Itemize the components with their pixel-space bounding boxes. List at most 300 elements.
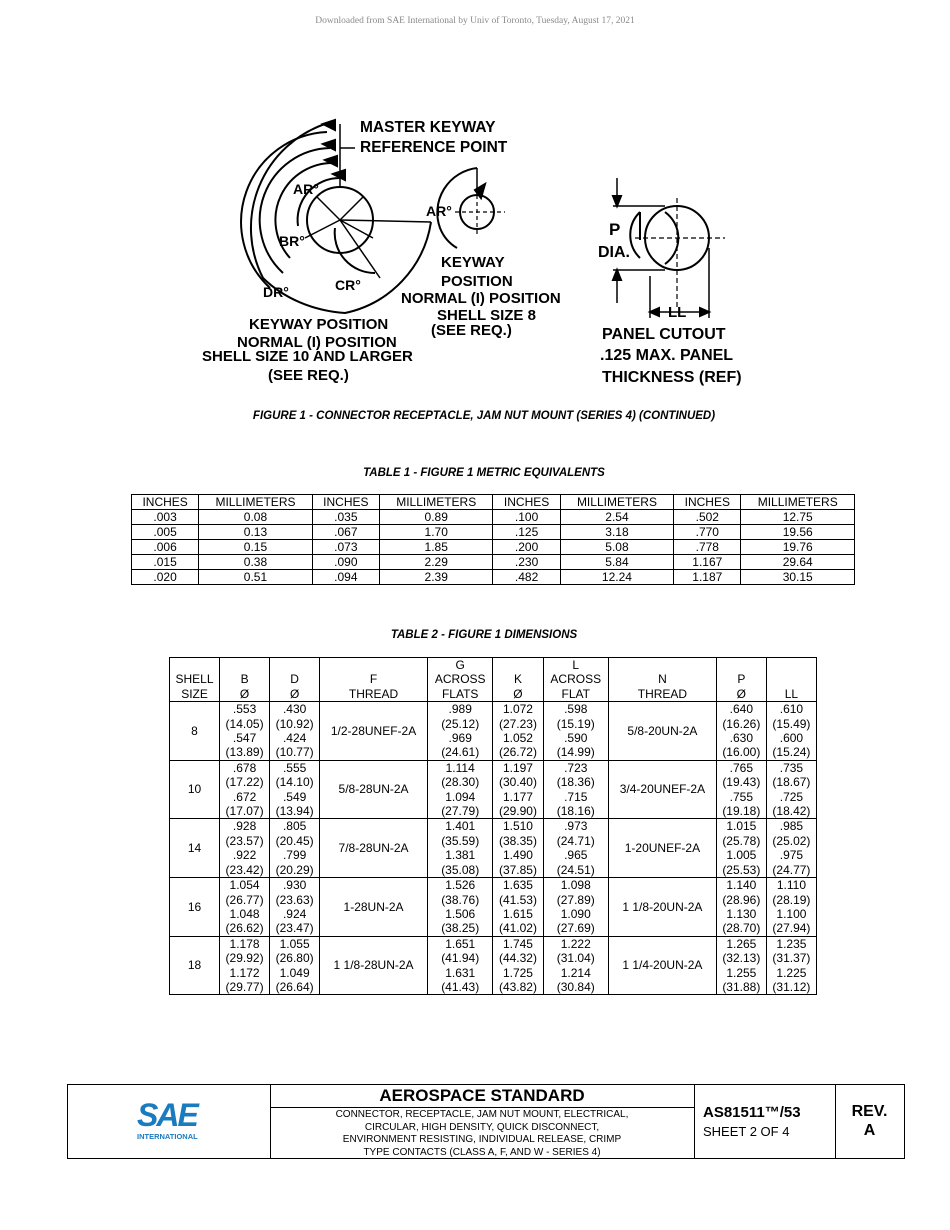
table2-cell-line: .924 [282, 906, 307, 921]
table2-cell-line: (31.88) [722, 979, 761, 994]
dia-label: DIA. [598, 244, 630, 261]
table2-cell-line: 1.049 [279, 965, 310, 980]
table2-cell-line: (35.08) [441, 862, 480, 877]
table1-cell: .073 [312, 540, 379, 555]
table2-header-line: B [240, 672, 249, 687]
table2-cell-f: 1/2-28UNEF-2A [320, 702, 428, 761]
table2-header-line: FLATS [441, 686, 479, 701]
ar-label-right: AR° [426, 203, 452, 219]
table2-cell-line: .973 [564, 819, 588, 834]
table2-cell-line: (17.22) [225, 775, 264, 790]
table1-cell: 0.38 [199, 555, 313, 570]
table2-cell-b [220, 702, 270, 761]
table1-cell: .035 [312, 510, 379, 525]
table1-cell: 5.08 [560, 540, 674, 555]
table2-cell-line: 1.506 [445, 906, 476, 921]
download-notice: Downloaded from SAE International by Univ of Toronto, Tuesday, August 17, 2021 [315, 16, 635, 26]
table2-cell-line: (29.77) [225, 979, 264, 994]
table2-cell-line: (28.19) [772, 892, 811, 907]
table2-cell-line: .989 [448, 702, 472, 717]
table2-cell-l [543, 702, 609, 761]
panel-label-3: THICKNESS (REF) [602, 369, 742, 386]
table2-header [270, 658, 320, 702]
table2-header [170, 658, 220, 702]
table1-cell: 1.167 [674, 555, 741, 570]
table1-cell: .090 [312, 555, 379, 570]
table2-cell-line: .725 [779, 789, 804, 804]
keyway-small-label-5: (SEE REQ.) [431, 322, 512, 339]
table2-cell-shell: 10 [170, 760, 220, 819]
table2-cell-line: (20.29) [275, 862, 314, 877]
table2-cell-line: (25.02) [772, 833, 811, 848]
table2-header [493, 658, 543, 702]
table2-cell-line: 1.098 [560, 878, 591, 893]
table2-row [170, 702, 817, 761]
table2-cell-line: (38.76) [441, 892, 480, 907]
table2-cell-line: .598 [564, 702, 588, 717]
table2-cell-line: 1.490 [502, 848, 533, 863]
table2-cell-g [427, 936, 493, 995]
description-line: ENVIRONMENT RESISTING, INDIVIDUAL RELEASE, CRIMP [342, 1134, 622, 1145]
table2-cell-line: (10.77) [275, 745, 314, 760]
revision-label: REV. [851, 1103, 888, 1120]
table2-cell-shell: 16 [170, 878, 220, 937]
keyway-large-label-3: SHELL SIZE 10 AND LARGER [202, 348, 413, 365]
table1-header: INCHES [132, 495, 199, 510]
table2-cell-line: (25.12) [441, 716, 480, 731]
table2-cell-line: 1.110 [776, 878, 806, 893]
table1-header: MILLIMETERS [199, 495, 313, 510]
table2-cell-b [220, 878, 270, 937]
table2-cell-line: (23.42) [225, 862, 264, 877]
table2-cell-line: .922 [232, 848, 257, 863]
keyway-large-label-2: NORMAL (I) POSITION [237, 334, 397, 351]
table2-cell-line: (38.35) [498, 833, 537, 848]
table2-header-line: L [572, 658, 580, 672]
table2-cell-line: .610 [779, 702, 804, 717]
table2-cell-line: .735 [779, 760, 804, 775]
table2-cell-d [270, 702, 320, 761]
table1-header: INCHES [493, 495, 560, 510]
table2-cell-l [543, 819, 609, 878]
table2-cell-ll [766, 878, 816, 937]
table2-cell-f: 1-28UN-2A [320, 878, 428, 937]
table2-row [170, 819, 817, 878]
table2-cell-line: (28.70) [722, 921, 761, 936]
table2-cell-line: (27.94) [772, 921, 811, 936]
table2-cell-p [716, 760, 766, 819]
table2-cell-b [220, 760, 270, 819]
table2-cell-p [716, 936, 766, 995]
table2-cell-line: 1.255 [726, 965, 757, 980]
dr-label: DR° [263, 284, 289, 300]
table2-cell-line: .723 [564, 760, 588, 775]
table1-cell: .094 [312, 570, 379, 585]
table2-cell-k [493, 819, 543, 878]
table1-cell: .200 [493, 540, 560, 555]
table2-cell-g [427, 819, 493, 878]
table2-cell-line: (35.59) [441, 833, 480, 848]
table2-cell-line: 1.615 [502, 906, 533, 921]
table2-cell-f: 7/8-28UN-2A [320, 819, 428, 878]
dimensions-table [169, 657, 817, 995]
table2-cell-line: (24.71) [556, 833, 595, 848]
table2-cell-shell: 8 [170, 702, 220, 761]
table2-header-line: SHELL [175, 672, 214, 687]
table2-cell-line: (41.43) [441, 979, 480, 994]
table2-cell-line: (26.77) [225, 892, 264, 907]
table2-header-line: THREAD [637, 686, 688, 701]
table1-cell: 3.18 [560, 525, 674, 540]
table2-cell-line: 1.381 [445, 848, 476, 863]
table2-cell-line: (14.99) [556, 745, 595, 760]
table1-cell: 0.13 [199, 525, 313, 540]
table2-cell-line: (41.53) [498, 892, 537, 907]
table1-cell: 19.76 [741, 540, 855, 555]
standard-description [270, 1108, 694, 1159]
connector-figure [195, 108, 775, 393]
table2-row [170, 878, 817, 937]
table2-header-line: ACROSS [434, 672, 486, 687]
table2-cell-g [427, 702, 493, 761]
table2-cell-k [493, 760, 543, 819]
table2-cell-line: .678 [232, 760, 257, 775]
table2-cell-line: 1.130 [726, 906, 757, 921]
table2-cell-line: (19.18) [722, 804, 761, 819]
table2-header-line: G [455, 658, 465, 672]
table2-cell-line: .424 [282, 731, 307, 746]
table2-header-line: D [290, 672, 299, 687]
table2-cell-line: (16.26) [722, 716, 761, 731]
table2-cell-l [543, 878, 609, 937]
table2-cell-f: 5/8-28UN-2A [320, 760, 428, 819]
table2-cell-line: (18.36) [556, 775, 595, 790]
table2-cell-line: 1.054 [229, 878, 260, 893]
table1-cell: 29.64 [741, 555, 855, 570]
table2-cell-p [716, 702, 766, 761]
table1-cell: 1.70 [379, 525, 493, 540]
table2-cell-shell: 18 [170, 936, 220, 995]
table2-cell-line: (38.25) [441, 921, 480, 936]
table2-cell-line: (13.89) [225, 745, 264, 760]
table2-cell-line: 1.651 [445, 936, 476, 951]
table2-cell-line: (27.89) [556, 892, 595, 907]
table2-cell-n: 1 1/8-20UN-2A [609, 878, 717, 937]
revision [835, 1085, 904, 1158]
table2-cell-line: 1.052 [502, 731, 533, 746]
table2-cell-l [543, 936, 609, 995]
br-label: BR° [279, 233, 305, 249]
table2-cell-line: .715 [564, 789, 588, 804]
table2-header-line: Ø [239, 686, 250, 701]
sae-logo [68, 1085, 271, 1158]
table2-cell-d [270, 878, 320, 937]
table2-cell-line: 1.055 [279, 936, 310, 951]
table2-cell-line: (32.13) [722, 951, 761, 966]
table2-cell-line: 1.114 [445, 760, 475, 775]
table2-cell-ll [766, 760, 816, 819]
table2-cell-line: (28.96) [722, 892, 761, 907]
table2-cell-line: 1.178 [229, 936, 260, 951]
table2-cell-line: 1.635 [502, 878, 533, 893]
keyway-small-label-4: SHELL SIZE 8 [437, 307, 536, 324]
table2-header-line: Ø [513, 686, 523, 701]
table2-cell-line: .553 [232, 702, 257, 717]
table2-cell-line: .600 [779, 731, 804, 746]
standard-title: AEROSPACE STANDARD [270, 1085, 694, 1108]
ll-label: LL [668, 304, 687, 321]
master-keyway-label-2: REFERENCE POINT [360, 139, 508, 156]
table2-cell-line: 1.015 [726, 819, 757, 834]
table2-header-line: FLAT [561, 686, 590, 701]
table2-cell-line: 1.725 [502, 965, 533, 980]
table2-cell-ll [766, 936, 816, 995]
keyway-small-label-3: NORMAL (I) POSITION [401, 290, 561, 307]
panel-label-2: .125 MAX. PANEL [600, 347, 734, 364]
table2-cell-line: .985 [779, 819, 804, 834]
table2-cell-line: 1.090 [560, 906, 591, 921]
table1-cell: .125 [493, 525, 560, 540]
table2-header-line: P [737, 672, 746, 687]
table2-cell-line: .672 [232, 789, 257, 804]
table2-cell-line: .930 [282, 878, 307, 893]
table2-cell-line: (24.61) [441, 745, 480, 760]
table2-cell-line: .549 [282, 789, 307, 804]
table2-cell-line: (30.84) [556, 979, 595, 994]
table2-header [543, 658, 609, 702]
table2-cell-line: 1.526 [445, 878, 476, 893]
table1-cell: 0.08 [199, 510, 313, 525]
table2-header-line: THREAD [348, 686, 399, 701]
table2-cell-line: (14.10) [275, 775, 314, 790]
table2-cell-line: (13.94) [275, 804, 314, 819]
table2-cell-ll [766, 702, 816, 761]
table2-cell-line: .755 [729, 789, 754, 804]
table2-cell-line: (44.32) [498, 951, 537, 966]
table1-cell: .502 [674, 510, 741, 525]
table2-cell-line: (31.12) [772, 979, 811, 994]
table1-cell: 0.89 [379, 510, 493, 525]
table2-header-line: N [658, 672, 667, 687]
table2-cell-line: (15.49) [772, 716, 811, 731]
table1-cell: 5.84 [560, 555, 674, 570]
table1-cell: 12.75 [741, 510, 855, 525]
table2-cell-line: (27.69) [556, 921, 595, 936]
table2-header-line: LL [784, 686, 799, 701]
table1-cell: .482 [493, 570, 560, 585]
table1-cell: .020 [132, 570, 199, 585]
table2-cell-line: 1.235 [776, 936, 807, 951]
keyway-small-label-1: KEYWAY [441, 254, 505, 271]
table2-cell-b [220, 819, 270, 878]
cr-label: CR° [335, 277, 361, 293]
table2-cell-line: (28.30) [441, 775, 480, 790]
table1-cell: .230 [493, 555, 560, 570]
table2-cell-line: (18.42) [772, 804, 811, 819]
table2-cell-g [427, 878, 493, 937]
table2-cell-line: (24.77) [772, 862, 811, 877]
table2-cell-line: (26.80) [275, 951, 314, 966]
table2-header [766, 658, 816, 702]
keyway-small-label-2: POSITION [441, 273, 513, 290]
description-line: CIRCULAR, HIGH DENSITY, QUICK DISCONNECT, [364, 1121, 600, 1133]
table2-cell-line: (27.79) [441, 804, 480, 819]
table2-cell-line: 1.197 [502, 760, 533, 775]
table2-header [716, 658, 766, 702]
table2-cell-line: 1.214 [560, 965, 591, 980]
table2-cell-line: 1.177 [502, 789, 533, 804]
table2-header-line: SIZE [181, 686, 208, 701]
table1-cell: 30.15 [741, 570, 855, 585]
table2-cell-line: (25.78) [722, 833, 761, 848]
table2-cell-line: (25.53) [722, 862, 761, 877]
table2-cell-line: (20.45) [275, 833, 314, 848]
table2-cell-line: .765 [729, 760, 754, 775]
table2-cell-d [270, 936, 320, 995]
table2-cell-line: (37.85) [498, 862, 537, 877]
table2-row [170, 936, 817, 995]
table2-cell-line: (18.67) [772, 775, 811, 790]
table1-cell: 0.15 [199, 540, 313, 555]
table2-cell-n: 5/8-20UN-2A [609, 702, 717, 761]
table2-cell-line: (43.82) [498, 979, 537, 994]
table1-cell: .067 [312, 525, 379, 540]
table1-cell: .778 [674, 540, 741, 555]
keyway-large-label-1: KEYWAY POSITION [249, 316, 389, 333]
keyway-large-label-4: (SEE REQ.) [268, 367, 349, 384]
table2-cell-d [270, 760, 320, 819]
table1-cell: .006 [132, 540, 199, 555]
table2-cell-line: (26.72) [498, 745, 537, 760]
table2-cell-k [493, 936, 543, 995]
table2-header [220, 658, 270, 702]
table1-header: MILLIMETERS [560, 495, 674, 510]
table2-title: TABLE 2 - FIGURE 1 DIMENSIONS [390, 629, 578, 641]
table2-cell-line: 1.510 [502, 819, 533, 834]
table1-cell: .015 [132, 555, 199, 570]
table2-cell-line: (31.37) [772, 951, 811, 966]
table2-cell-line: .430 [282, 702, 307, 717]
table1-cell: 12.24 [560, 570, 674, 585]
table2-cell-line: 1.631 [445, 965, 476, 980]
table2-cell-line: 1.172 [229, 965, 260, 980]
table2-cell-shell: 14 [170, 819, 220, 878]
table1-row [132, 510, 855, 525]
table2-header [427, 658, 493, 702]
document-number: AS81511™/53 [703, 1104, 801, 1121]
table2-header-line: Ø [736, 686, 746, 701]
table2-cell-line: (10.92) [275, 716, 314, 731]
panel-label-1: PANEL CUTOUT [602, 326, 726, 343]
table2-cell-b [220, 936, 270, 995]
table2-cell-line: .805 [282, 819, 307, 834]
table2-cell-line: 1.222 [560, 936, 591, 951]
description-line: CONNECTOR, RECEPTACLE, JAM NUT MOUNT, ELECTRICAL, [335, 1109, 629, 1120]
table1-header: MILLIMETERS [741, 495, 855, 510]
metric-equivalents-table [131, 494, 855, 585]
table2-cell-line: (24.51) [556, 862, 595, 877]
table1-cell: .770 [674, 525, 741, 540]
table2-cell-line: (15.19) [556, 716, 595, 731]
table1-header: INCHES [674, 495, 741, 510]
table2-header-line: F [369, 672, 378, 687]
table2-cell-g [427, 760, 493, 819]
table2-cell-line: (29.92) [225, 951, 264, 966]
table2-cell-line: .969 [448, 731, 472, 746]
table2-cell-line: (16.00) [722, 745, 761, 760]
table2-cell-line: (19.43) [722, 775, 761, 790]
table2-cell-n: 1 1/4-20UN-2A [609, 936, 717, 995]
table2-cell-line: .799 [282, 848, 307, 863]
table2-cell-d [270, 819, 320, 878]
ar-label-left: AR° [293, 181, 319, 197]
revision-value: A [863, 1122, 876, 1139]
table2-cell-line: (26.62) [225, 921, 264, 936]
title-block [67, 1084, 905, 1159]
table1-cell: .005 [132, 525, 199, 540]
table2-cell-n: 3/4-20UNEF-2A [609, 760, 717, 819]
table2-cell-line: (14.05) [225, 716, 264, 731]
table2-header [609, 658, 717, 702]
table2-header-line: ACROSS [550, 672, 602, 687]
table2-cell-line: .975 [779, 848, 804, 863]
table2-cell-line: 1.140 [726, 878, 757, 893]
table2-cell-f: 1 1/8-28UN-2A [320, 936, 428, 995]
table2-cell-p [716, 878, 766, 937]
table1-cell: 0.51 [199, 570, 313, 585]
master-keyway-label-1: MASTER KEYWAY [360, 119, 496, 136]
figure-caption: FIGURE 1 - CONNECTOR RECEPTACLE, JAM NUT MOUNT (SERIES 4) (CONTINUED) [252, 410, 716, 422]
table2-cell-k [493, 878, 543, 937]
table2-cell-line: 1.745 [502, 936, 533, 951]
table1-title: TABLE 1 - FIGURE 1 METRIC EQUIVALENTS [363, 467, 605, 479]
table2-cell-line: .630 [729, 731, 754, 746]
table2-cell-line: (18.16) [556, 804, 595, 819]
table2-cell-line: 1.225 [776, 965, 807, 980]
table2-cell-line: (17.07) [225, 804, 264, 819]
sae-logo-text: SAE [137, 1097, 197, 1133]
table1-row [132, 570, 855, 585]
table2-cell-line: 1.265 [726, 936, 757, 951]
table2-cell-line: (15.24) [772, 745, 811, 760]
table2-cell-line: .640 [729, 702, 754, 717]
table2-cell-line: 1.401 [445, 819, 476, 834]
table1-cell: 19.56 [741, 525, 855, 540]
table2-cell-line: .555 [282, 760, 307, 775]
table2-cell-k [493, 702, 543, 761]
table2-cell-p [716, 819, 766, 878]
table2-cell-line: 1.048 [229, 906, 260, 921]
sheet-number: SHEET 2 OF 4 [703, 1124, 790, 1139]
table2-cell-line: 1.005 [726, 848, 757, 863]
table2-cell-line: .928 [232, 819, 257, 834]
description-line: TYPE CONTACTS (CLASS A, F, AND W - SERIES 4) [363, 1146, 601, 1158]
table1-cell: .003 [132, 510, 199, 525]
table2-header-line: Ø [289, 686, 300, 701]
table1-cell: 2.54 [560, 510, 674, 525]
p-label: P [609, 220, 621, 239]
table2-cell-line: .965 [564, 848, 588, 863]
table2-cell-line: .590 [564, 731, 588, 746]
table2-cell-line: .547 [232, 731, 257, 746]
table1-cell: 2.39 [379, 570, 493, 585]
table2-cell-line: (29.90) [498, 804, 537, 819]
table2-cell-line: 1.100 [776, 906, 807, 921]
table2-cell-line: 1.094 [445, 789, 476, 804]
table1-cell: 1.187 [674, 570, 741, 585]
table2-cell-line: (31.04) [556, 951, 595, 966]
table2-cell-line: 1.072 [502, 702, 533, 717]
